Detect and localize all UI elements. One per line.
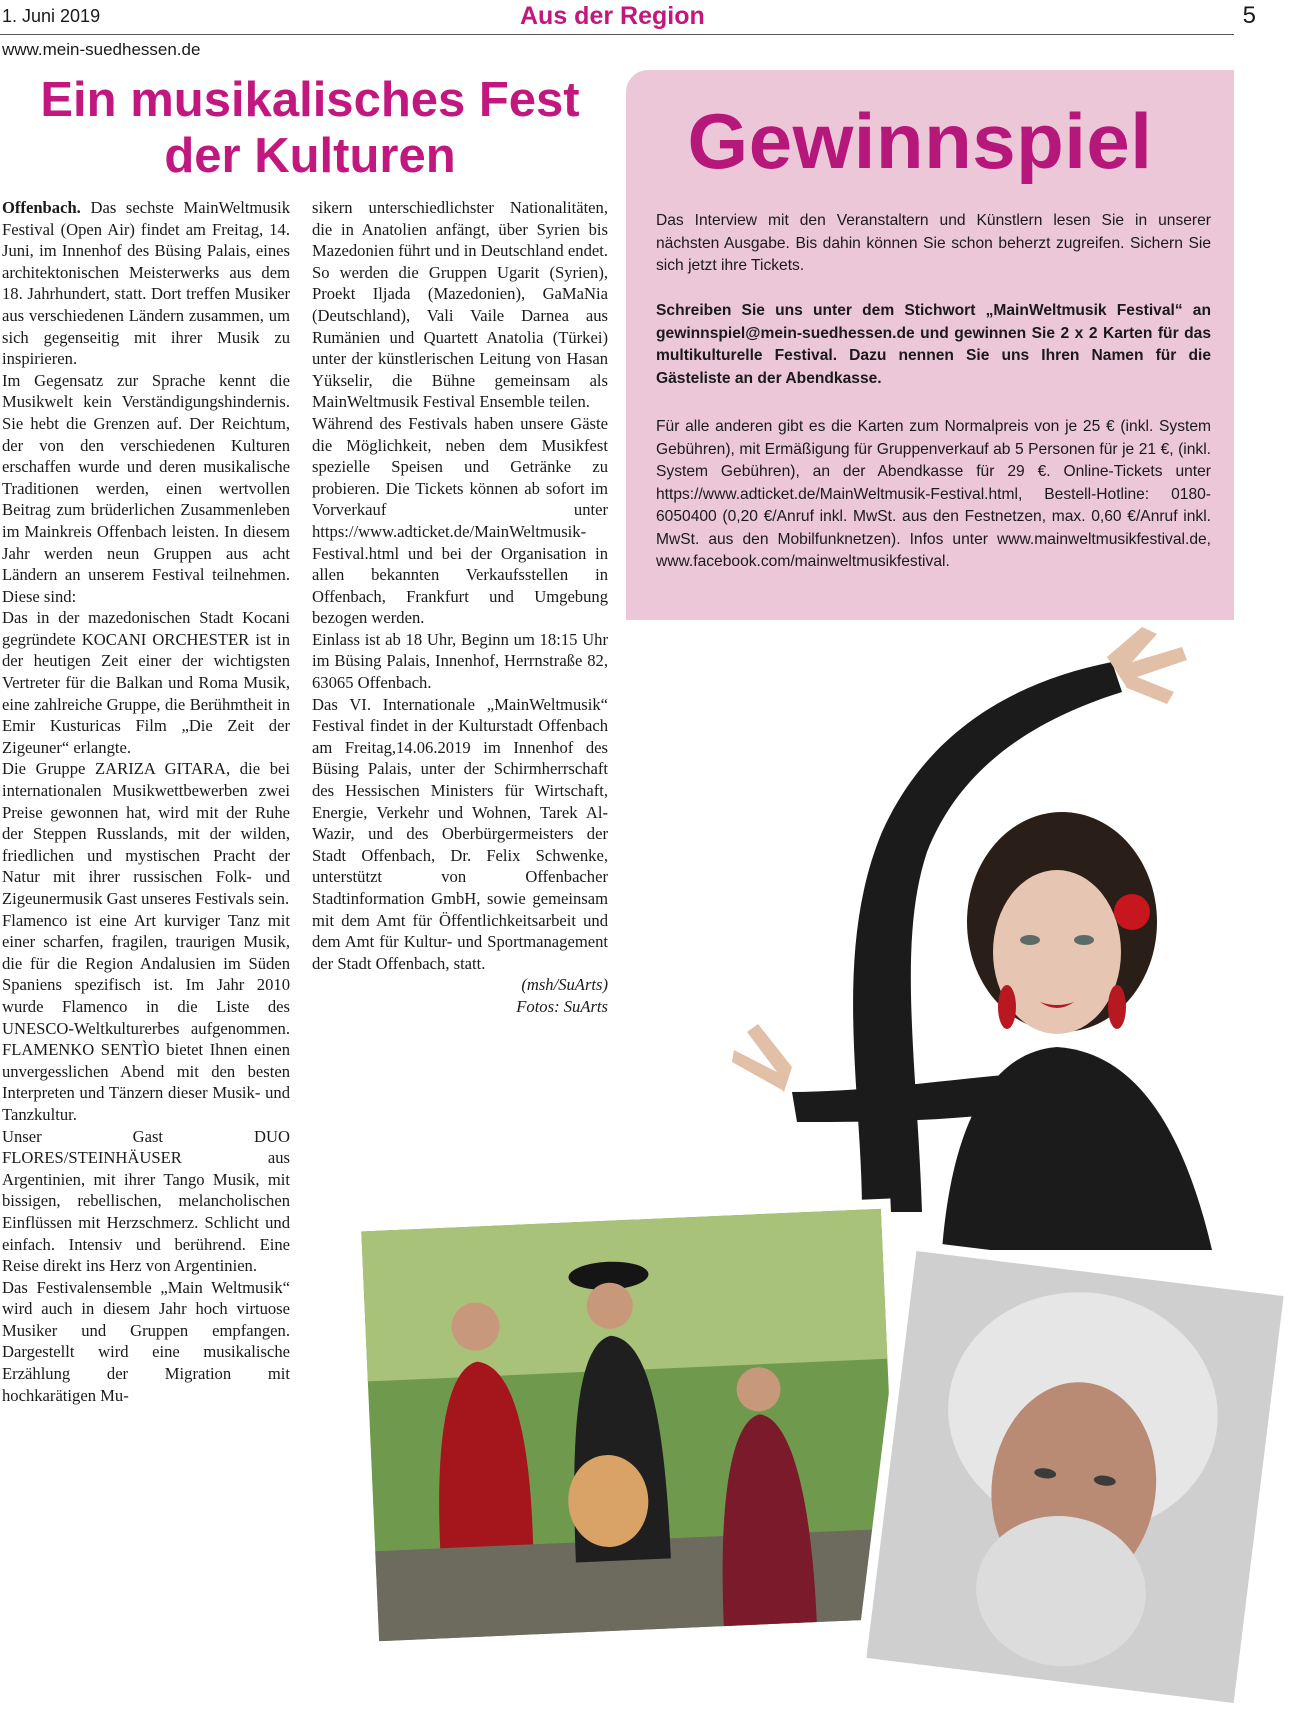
- paragraph: Das Festivalensemble „Main Weltmusik“ wird auch in diesem Jahr hoch virtuose Musiker und Gruppen empfangen. Dargestellt wird eine musikalische Erzählung der Migration mit hochkarätigen Mu-: [2, 1277, 290, 1405]
- gewinnspiel-box: [626, 70, 1234, 620]
- paragraph: Im Gegensatz zur Sprache kennt die Musikwelt kein Verständigungshindernis. Sie hebt die Grenzen auf. Der Reichtum, der von den verschiedenen Kulturen erschaffen wurde und deren musikalische Traditionen werden, einen wertvollen Beitrag zum brüderlichen Zusammenleben im Mainkreis Offenbach leisten. In diesem Jahr werden neun Gruppen aus acht Ländern an unserem Festival teilnehmen. Diese sind:: [2, 370, 290, 606]
- headline-line-2: der Kulturen: [164, 129, 456, 183]
- section-title: Aus der Region: [520, 2, 705, 30]
- paragraph: Unser Gast DUO FLORES/STEINHÄUSER aus Argentinien, mit ihrer Tango Musik, mit bissigen, rebellischen, melancholischen Einflüssen mit Herzschmerz. Schlicht und einfach. Intensiv und berührend. Eine Reise direkt ins Herz von Argentinien.: [2, 1126, 290, 1276]
- photo-credit: Fotos: SuArts: [516, 996, 608, 1016]
- portrait-photo: [855, 1240, 1294, 1714]
- gewinnspiel-intro: Das Interview mit den Veranstaltern und Künstlern lesen Sie in unserer nächsten Ausgabe. Bis dahin können Sie schon beherzt zugreifen. Sichern Sie sich jetzt ihre Tickets.: [656, 212, 1211, 274]
- issue-date: 1. Juni 2019: [2, 6, 101, 26]
- dateline: Offenbach.: [2, 198, 81, 217]
- article-headline: [10, 72, 610, 184]
- article-column-2: [312, 197, 608, 1018]
- gewinnspiel-title: Gewinnspiel: [687, 97, 1153, 185]
- gewinnspiel-ticket-prices: Für alle anderen gibt es die Karten zum Normalpreis von je 25 € (inkl. System Gebühren), mit Ermäßigung für Gruppenverkauf ab 5 Personen für je 21 €, (inkl. System Gebühren), an der Abendkasse für 29 €. Online-Tickets unter https://www.adticket.de/MainWeltmusik-Festival.html, Bestell-Hotline: 0180-6050400 (0,20 €/Anruf inkl. MwSt. aus den Festnetzen, max. 0,60 €/Anruf inkl. MwSt. aus den Mobilfunknetzen). Infos unter www.mainweltmusikfestival.de, www.facebook.com/mainweltmusikfestival.: [656, 418, 1211, 570]
- author-credit: (msh/SuArts): [521, 975, 608, 995]
- paragraph: Das VI. Internationale „MainWeltmusik“ Festival findet in der Kulturstadt Offenbach am Freitag,14.06.2019 im Innenhof des Büsing Palais, unter der Schirmherrschaft des Hessischen Ministers für Wirtschaft, Energie, Verkehr und Wohnen, Tarek Al-Wazir, und des Oberbürgermeisters der Stadt Offenbach, Dr. Felix Schwenke, unterstützt von Offenbacher Stadtinformation GmbH, sowie gemeinsam mit dem Amt für Öffentlichkeitsarbeit und dem Amt für Kultur- und Sportmanagement der Stadt Offenbach, statt.: [312, 694, 608, 973]
- band-photo: [351, 1198, 909, 1651]
- flamenco-dancer-photo: [712, 622, 1234, 1250]
- paragraph: Einlass ist ab 18 Uhr, Beginn um 18:15 Uhr im Büsing Palais, Innenhof, Herrnstraße 82, 63065 Offenbach.: [312, 629, 608, 693]
- paragraph: [2, 197, 290, 370]
- header-divider: [0, 34, 1234, 35]
- article-column-1: [2, 197, 290, 1406]
- website-url: www.mein-suedhessen.de: [2, 40, 201, 59]
- paragraph: Das in der mazedonischen Stadt Kocani gegründete KOCANI ORCHESTER ist in der heutigen Zeit einer der wichtigsten Vertreter für die Balkan und Roma Musik, eine zahlreiche Gruppe, die Berühmtheit in Emir Kusturicas Film „Die Zeit der Zigeuner“ erlangte.: [2, 608, 290, 757]
- paragraph: Während des Festivals haben unsere Gäste die Möglichkeit, neben dem Musikfest spezielle Speisen und Getränke zu probieren. Die Tickets können ab sofort im Vorverkauf unter https://www.adticket.de/MainWeltmusik-Festival.html und bei der Organisation in allen bekannten Verkaufsstellen in Offenbach, Frankfurt und Umgebung bezogen werden.: [312, 413, 608, 628]
- headline-line-1: Ein musikalisches Fest: [40, 73, 580, 127]
- paragraph: Die Gruppe ZARIZA GITARA, die bei internationalen Musikwettbewerben zwei Preise gewonnen hat, wird mit der Ruhe der Steppen Russlands, mit der wilden, friedlichen und mystischen Pracht der Natur mit ihrer russischen Folk- und Zigeunermusik Gast unseres Festivals sein.: [2, 759, 290, 908]
- paragraph: sikern unterschiedlichster Nationalitäten, die in Anatolien anfängt, über Syrien bis Mazedonien führt und in Deutschland endet. So werden die Gruppen Ugarit (Syrien), Proekt Iljada (Mazedonien), GaMaNia (Deutschland), Vali Vaile Darnea aus Rumänien und Quartett Anatolia (Türkei) unter der künstlerischen Leitung von Hasan Yükselir, die Bühne gemeinsam als MainWeltmusik Festival Ensemble teilen.: [312, 198, 608, 412]
- paragraph: Flamenco ist eine Art kurviger Tanz mit einer scharfen, fragilen, traurigen Musik, die für die Region Andalusien im Süden Spaniens spezifisch ist. Im Jahr 2010 wurde Flamenco in die Liste des UNESCO-Weltkulturerbes aufgenommen. FLAMENKO SENTÌO bietet Ihnen einen unvergesslichen Abend mit den besten Interpreten und Tänzern dieser Musik- und Tanzkultur.: [2, 910, 290, 1124]
- gewinnspiel-entry-instructions: Schreiben Sie uns unter dem Stichwort „MainWeltmusik Festival“ an gewinnspiel@mein-suedhessen.de und gewinnen Sie 2 x 2 Karten für das multikulturelle Festival. Dazu nennen Sie uns Ihren Namen für die Gästeliste an der Abendkasse.: [656, 302, 1211, 387]
- page-number: 5: [1242, 2, 1256, 29]
- paragraph-text: Das sechste MainWeltmusik Festival (Open Air) findet am Freitag, 14. Juni, im Innenhof des Büsing Palais, eines architektonischen Meisterwerks aus dem 18. Jahrhundert, statt. Dort treffen Musiker aus verschiedenen Ländern zusammen, um sich gegenseitig mit ihrer Musik zu inspirieren.: [2, 198, 290, 369]
